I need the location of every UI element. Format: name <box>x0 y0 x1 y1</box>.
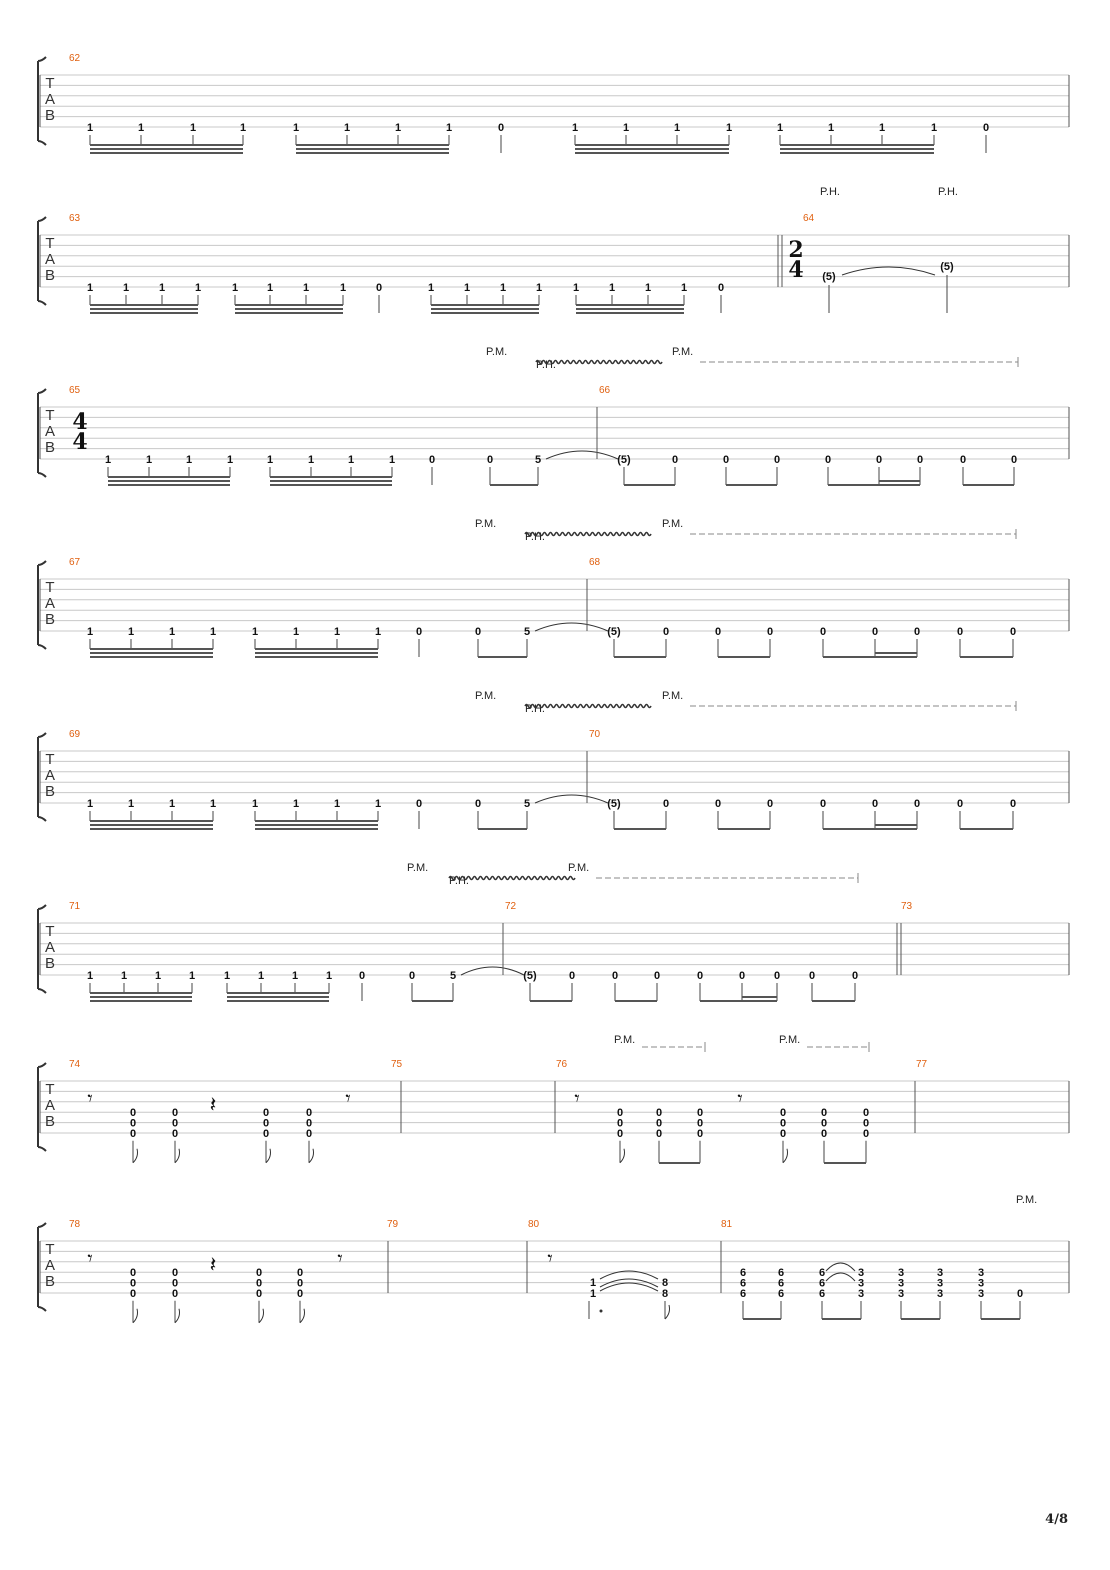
tab-clef-letter: B <box>44 107 56 124</box>
fret-number: 0 <box>779 1127 787 1140</box>
fret-number: 1 <box>776 122 784 134</box>
fret-number: 1 <box>339 282 347 294</box>
note-flag <box>175 1309 180 1323</box>
fret-number: 0 <box>779 1117 787 1130</box>
fret-number: 0 <box>474 626 482 638</box>
fret-number: 3 <box>936 1287 944 1300</box>
fret-number: 0 <box>913 626 921 638</box>
page-number: 4/8 <box>1045 1512 1068 1527</box>
fret-number: 0 <box>696 1127 704 1140</box>
measure-number: 77 <box>916 1059 928 1070</box>
fret-number: 0 <box>662 798 670 810</box>
pinch-harmonic-label: P.H. <box>820 186 840 198</box>
tab-clef-letter: B <box>44 1273 56 1290</box>
fret-number: 1 <box>122 282 130 294</box>
fret-number: 3 <box>977 1267 985 1279</box>
fret-number: 1 <box>347 454 355 466</box>
fret-number: 1 <box>194 282 202 294</box>
fret-number: 1 <box>878 122 886 134</box>
fret-number: 1 <box>325 970 333 982</box>
fret-number: 0 <box>824 454 832 466</box>
eighth-rest: 𝄾 <box>87 1246 93 1270</box>
note-flag <box>665 1305 670 1319</box>
fret-number: 3 <box>897 1287 905 1300</box>
tab-clef-letter: T <box>45 579 55 596</box>
tab-clef-letter: A <box>44 1257 56 1274</box>
tab-staff <box>38 217 1069 305</box>
fret-number: 0 <box>916 454 924 466</box>
note-flag <box>783 1149 788 1163</box>
tab-clef-letter: T <box>45 923 55 940</box>
measure-number: 62 <box>69 53 81 64</box>
palm-mute-label: P.M. <box>662 690 684 702</box>
fret-number: 0 <box>305 1117 313 1130</box>
tie <box>546 451 618 459</box>
fret-number: 0 <box>129 1117 137 1130</box>
fret-number: 3 <box>897 1277 905 1290</box>
fret-number: 1 <box>572 282 580 294</box>
fret-number: 1 <box>589 1288 597 1300</box>
fret-number: 0 <box>653 970 661 982</box>
fret-number: 1 <box>463 282 471 294</box>
tab-clef-letter: T <box>45 407 55 424</box>
tab-clef-letter: A <box>44 595 56 612</box>
fret-number: 1 <box>251 626 259 638</box>
tab-clef-letter: T <box>45 751 55 768</box>
tie <box>535 795 608 803</box>
measure-number: 67 <box>69 557 81 568</box>
tab-clef-letter: T <box>45 235 55 252</box>
fret-number: 0 <box>408 970 416 982</box>
measure-number: 63 <box>69 213 81 224</box>
fret-number: 8 <box>661 1288 669 1300</box>
fret-number: 3 <box>936 1267 944 1279</box>
fret-number: 1 <box>499 282 507 294</box>
fret-number: 0 <box>474 798 482 810</box>
note-flag <box>133 1149 138 1163</box>
fret-number: 0 <box>296 1287 304 1300</box>
fret-number: 0 <box>956 626 964 638</box>
fret-number: 0 <box>568 970 576 982</box>
tie <box>826 1263 855 1271</box>
fret-number: 5 <box>523 626 531 638</box>
fret-number: 0 <box>616 1117 624 1130</box>
fret-number: (5) <box>607 626 621 638</box>
fret-number: 0 <box>171 1117 179 1130</box>
fret-number: 1 <box>86 122 94 134</box>
pinch-harmonic-label: P.H. <box>938 186 958 198</box>
fret-number: 3 <box>857 1277 865 1290</box>
palm-mute-label: P.M. <box>1016 1194 1038 1206</box>
fret-number: 1 <box>374 798 382 810</box>
fret-number: 0 <box>611 970 619 982</box>
fret-number: 0 <box>714 626 722 638</box>
measure-number: 75 <box>391 1059 403 1070</box>
time-signature-top: 2 <box>788 237 804 263</box>
fret-number: 3 <box>977 1287 985 1300</box>
fret-number: 3 <box>857 1287 865 1300</box>
fret-number: 1 <box>257 970 265 982</box>
measure-number: 79 <box>387 1219 399 1230</box>
fret-number: 0 <box>714 798 722 810</box>
pinch-harmonic-label: P.H. <box>449 875 469 887</box>
fret-number: 1 <box>302 282 310 294</box>
fret-number: 0 <box>171 1127 179 1140</box>
fret-number: 0 <box>820 1117 828 1130</box>
measure-number: 71 <box>69 901 81 912</box>
pinch-harmonic-label: P.H. <box>525 703 545 715</box>
eighth-rest: 𝄾 <box>87 1086 93 1110</box>
palm-mute-label: P.M. <box>486 346 508 358</box>
fret-number: 1 <box>209 626 217 638</box>
fret-number: 0 <box>415 626 423 638</box>
measure-number: 68 <box>589 557 601 568</box>
fret-number: 0 <box>862 1117 870 1130</box>
fret-number: 0 <box>773 454 781 466</box>
fret-number: 0 <box>820 1107 828 1119</box>
fret-number: 0 <box>129 1127 137 1140</box>
fret-number: 0 <box>1010 454 1018 466</box>
fret-number: 6 <box>739 1287 747 1300</box>
fret-number: 0 <box>255 1277 263 1290</box>
palm-mute-label: P.M. <box>568 862 590 874</box>
tie <box>461 967 524 975</box>
fret-number: 1 <box>209 798 217 810</box>
tab-clef-letter: B <box>44 1113 56 1130</box>
fret-number: 1 <box>120 970 128 982</box>
measure-number: 70 <box>589 729 601 740</box>
fret-number: 1 <box>137 122 145 134</box>
fret-number: 0 <box>171 1287 179 1300</box>
fret-number: 0 <box>982 122 990 134</box>
tab-clef-letter: A <box>44 423 56 440</box>
pinch-harmonic-label: P.H. <box>536 359 556 371</box>
fret-number: 0 <box>766 626 774 638</box>
fret-number: 1 <box>86 626 94 638</box>
fret-number: 0 <box>1016 1288 1024 1300</box>
palm-mute-label: P.M. <box>662 518 684 530</box>
fret-number: 0 <box>717 282 725 294</box>
fret-number: 1 <box>394 122 402 134</box>
fret-number: 0 <box>305 1127 313 1140</box>
measure-number: 69 <box>69 729 81 740</box>
fret-number: 0 <box>255 1287 263 1300</box>
palm-mute-label: P.M. <box>475 518 497 530</box>
tab-staff <box>38 389 1069 477</box>
fret-number: 1 <box>189 122 197 134</box>
fret-number: (5) <box>523 970 537 982</box>
tab-staff <box>38 1223 1069 1311</box>
fret-number: 0 <box>722 454 730 466</box>
palm-mute-label: P.M. <box>779 1034 801 1046</box>
fret-number: 0 <box>262 1117 270 1130</box>
fret-number: 0 <box>913 798 921 810</box>
tie <box>826 1273 855 1281</box>
measure-number: 64 <box>803 213 815 224</box>
fret-number: 1 <box>292 122 300 134</box>
fret-number: 1 <box>644 282 652 294</box>
measure-number: 76 <box>556 1059 568 1070</box>
fret-number: 6 <box>777 1277 785 1290</box>
fret-number: 0 <box>956 798 964 810</box>
tie <box>535 623 608 631</box>
fret-number: 1 <box>86 282 94 294</box>
fret-number: 1 <box>223 970 231 982</box>
fret-number: 1 <box>343 122 351 134</box>
fret-number: 0 <box>255 1267 263 1279</box>
measure-number: 65 <box>69 385 81 396</box>
fret-number: 0 <box>851 970 859 982</box>
fret-number: 1 <box>251 798 259 810</box>
time-signature-bottom: 4 <box>788 257 804 283</box>
fret-number: (5) <box>607 798 621 810</box>
fret-number: 1 <box>622 122 630 134</box>
fret-number: 0 <box>662 626 670 638</box>
fret-number: 0 <box>819 798 827 810</box>
fret-number: 0 <box>875 454 883 466</box>
fret-number: 0 <box>766 798 774 810</box>
fret-number: 0 <box>296 1277 304 1290</box>
fret-number: 0 <box>696 1107 704 1119</box>
fret-number: 1 <box>930 122 938 134</box>
tie <box>842 267 935 275</box>
note-flag <box>133 1309 138 1323</box>
measure-number: 72 <box>505 901 517 912</box>
fret-number: 6 <box>739 1277 747 1290</box>
fret-number: 0 <box>808 970 816 982</box>
eighth-rest: 𝄾 <box>574 1086 580 1110</box>
fret-number: (5) <box>617 454 631 466</box>
fret-number: 0 <box>497 122 505 134</box>
fret-number: 0 <box>129 1287 137 1300</box>
fret-number: 0 <box>655 1107 663 1119</box>
eighth-rest: 𝄾 <box>737 1086 743 1110</box>
tab-clef-letter: B <box>44 611 56 628</box>
eighth-rest: 𝄾 <box>337 1246 343 1270</box>
fret-number: 1 <box>168 798 176 810</box>
eighth-rest: 𝄾 <box>345 1086 351 1110</box>
fret-number: 0 <box>616 1107 624 1119</box>
time-signature-bottom: 4 <box>72 429 88 455</box>
fret-number: 0 <box>655 1117 663 1130</box>
tab-clef-letter: T <box>45 1241 55 1258</box>
tab-clef-letter: B <box>44 267 56 284</box>
tab-clef-letter: B <box>44 955 56 972</box>
fret-number: 1 <box>374 626 382 638</box>
fret-number: 0 <box>1009 798 1017 810</box>
fret-number: 1 <box>104 454 112 466</box>
palm-mute-label: P.M. <box>672 346 694 358</box>
fret-number: 1 <box>589 1277 597 1289</box>
fret-number: 1 <box>86 970 94 982</box>
fret-number: 1 <box>185 454 193 466</box>
fret-number: 0 <box>171 1277 179 1290</box>
fret-number: 0 <box>871 798 879 810</box>
note-flag <box>259 1309 264 1323</box>
note-flag <box>266 1149 271 1163</box>
tab-clef-letter: A <box>44 251 56 268</box>
fret-number: 5 <box>449 970 457 982</box>
measure-number: 73 <box>901 901 913 912</box>
fret-number: 1 <box>188 970 196 982</box>
fret-number: 1 <box>388 454 396 466</box>
fret-number: 1 <box>333 798 341 810</box>
fret-number: 1 <box>307 454 315 466</box>
fret-number: 5 <box>523 798 531 810</box>
tab-clef-letter: A <box>44 939 56 956</box>
tab-clef-letter: A <box>44 767 56 784</box>
fret-number: 0 <box>171 1107 179 1119</box>
fret-number: 0 <box>696 970 704 982</box>
fret-number: (5) <box>822 271 836 283</box>
fret-number: 6 <box>818 1277 826 1290</box>
fret-number: 1 <box>608 282 616 294</box>
note-flag <box>175 1149 180 1163</box>
fret-number: 6 <box>818 1267 826 1279</box>
fret-number: 1 <box>239 122 247 134</box>
fret-number: 1 <box>673 122 681 134</box>
fret-number: 0 <box>779 1107 787 1119</box>
tab-clef-letter: B <box>44 439 56 456</box>
fret-number: 1 <box>127 798 135 810</box>
fret-number: 1 <box>445 122 453 134</box>
fret-number: 3 <box>857 1267 865 1279</box>
fret-number: 0 <box>959 454 967 466</box>
eighth-rest: 𝄾 <box>547 1246 553 1270</box>
fret-number: 1 <box>292 626 300 638</box>
tab-clef-letter: B <box>44 783 56 800</box>
fret-number: 0 <box>262 1127 270 1140</box>
fret-number: 1 <box>154 970 162 982</box>
fret-number: 1 <box>291 970 299 982</box>
fret-number: 0 <box>1009 626 1017 638</box>
quarter-rest: 𝄽 <box>209 1253 217 1278</box>
fret-number: 0 <box>171 1267 179 1279</box>
fret-number: 0 <box>696 1117 704 1130</box>
fret-number: 0 <box>375 282 383 294</box>
palm-mute-label: P.M. <box>407 862 429 874</box>
fret-number: 0 <box>415 798 423 810</box>
fret-number: 1 <box>725 122 733 134</box>
fret-number: 0 <box>862 1107 870 1119</box>
fret-number: 1 <box>427 282 435 294</box>
fret-number: 3 <box>936 1277 944 1290</box>
tab-staff <box>38 1063 1069 1151</box>
fret-number: 0 <box>671 454 679 466</box>
fret-number: 0 <box>129 1277 137 1290</box>
fret-number: 1 <box>86 798 94 810</box>
fret-number: 0 <box>262 1107 270 1119</box>
fret-number: 5 <box>534 454 542 466</box>
fret-number: 0 <box>616 1127 624 1140</box>
tab-clef-letter: T <box>45 1081 55 1098</box>
fret-number: 6 <box>777 1267 785 1279</box>
fret-number: 1 <box>145 454 153 466</box>
tab-clef-letter: A <box>44 91 56 108</box>
fret-number: 6 <box>739 1267 747 1279</box>
quarter-rest: 𝄽 <box>209 1093 217 1118</box>
fret-number: 1 <box>168 626 176 638</box>
fret-number: 6 <box>777 1287 785 1300</box>
fret-number: 0 <box>296 1267 304 1279</box>
time-signature-top: 4 <box>72 409 88 435</box>
fret-number: 1 <box>571 122 579 134</box>
fret-number: 0 <box>773 970 781 982</box>
fret-number: 0 <box>129 1267 137 1279</box>
fret-number: 1 <box>266 282 274 294</box>
fret-number: 0 <box>655 1127 663 1140</box>
measure-number: 78 <box>69 1219 81 1230</box>
tie <box>600 1283 658 1291</box>
fret-number: 1 <box>535 282 543 294</box>
fret-number: 0 <box>862 1127 870 1140</box>
note-flag <box>309 1149 314 1163</box>
fret-number: 8 <box>661 1277 669 1289</box>
fret-number: 3 <box>897 1267 905 1279</box>
measure-number: 80 <box>528 1219 540 1230</box>
measure-number: 81 <box>721 1219 733 1230</box>
note-flag <box>620 1149 625 1163</box>
fret-number: 1 <box>333 626 341 638</box>
fret-number: 1 <box>292 798 300 810</box>
pinch-harmonic-label: P.H. <box>525 531 545 543</box>
fret-number: 1 <box>226 454 234 466</box>
tab-clef-letter: T <box>45 75 55 92</box>
fret-number: 1 <box>266 454 274 466</box>
fret-number: 1 <box>127 626 135 638</box>
fret-number: 0 <box>819 626 827 638</box>
fret-number: 1 <box>680 282 688 294</box>
measure-number: 74 <box>69 1059 81 1070</box>
fret-number: 3 <box>977 1277 985 1290</box>
fret-number: 1 <box>231 282 239 294</box>
measure-number: 66 <box>599 385 611 396</box>
dot <box>600 1310 603 1313</box>
fret-number: 0 <box>820 1127 828 1140</box>
tab-clef-letter: A <box>44 1097 56 1114</box>
fret-number: 0 <box>358 970 366 982</box>
fret-number: 0 <box>486 454 494 466</box>
fret-number: 0 <box>428 454 436 466</box>
palm-mute-label: P.M. <box>475 690 497 702</box>
fret-number: 6 <box>818 1287 826 1300</box>
fret-number: 0 <box>871 626 879 638</box>
note-flag <box>300 1309 305 1323</box>
fret-number: (5) <box>940 261 954 273</box>
fret-number: 0 <box>738 970 746 982</box>
fret-number: 1 <box>158 282 166 294</box>
fret-number: 0 <box>305 1107 313 1119</box>
palm-mute-label: P.M. <box>614 1034 636 1046</box>
fret-number: 0 <box>129 1107 137 1119</box>
fret-number: 1 <box>827 122 835 134</box>
